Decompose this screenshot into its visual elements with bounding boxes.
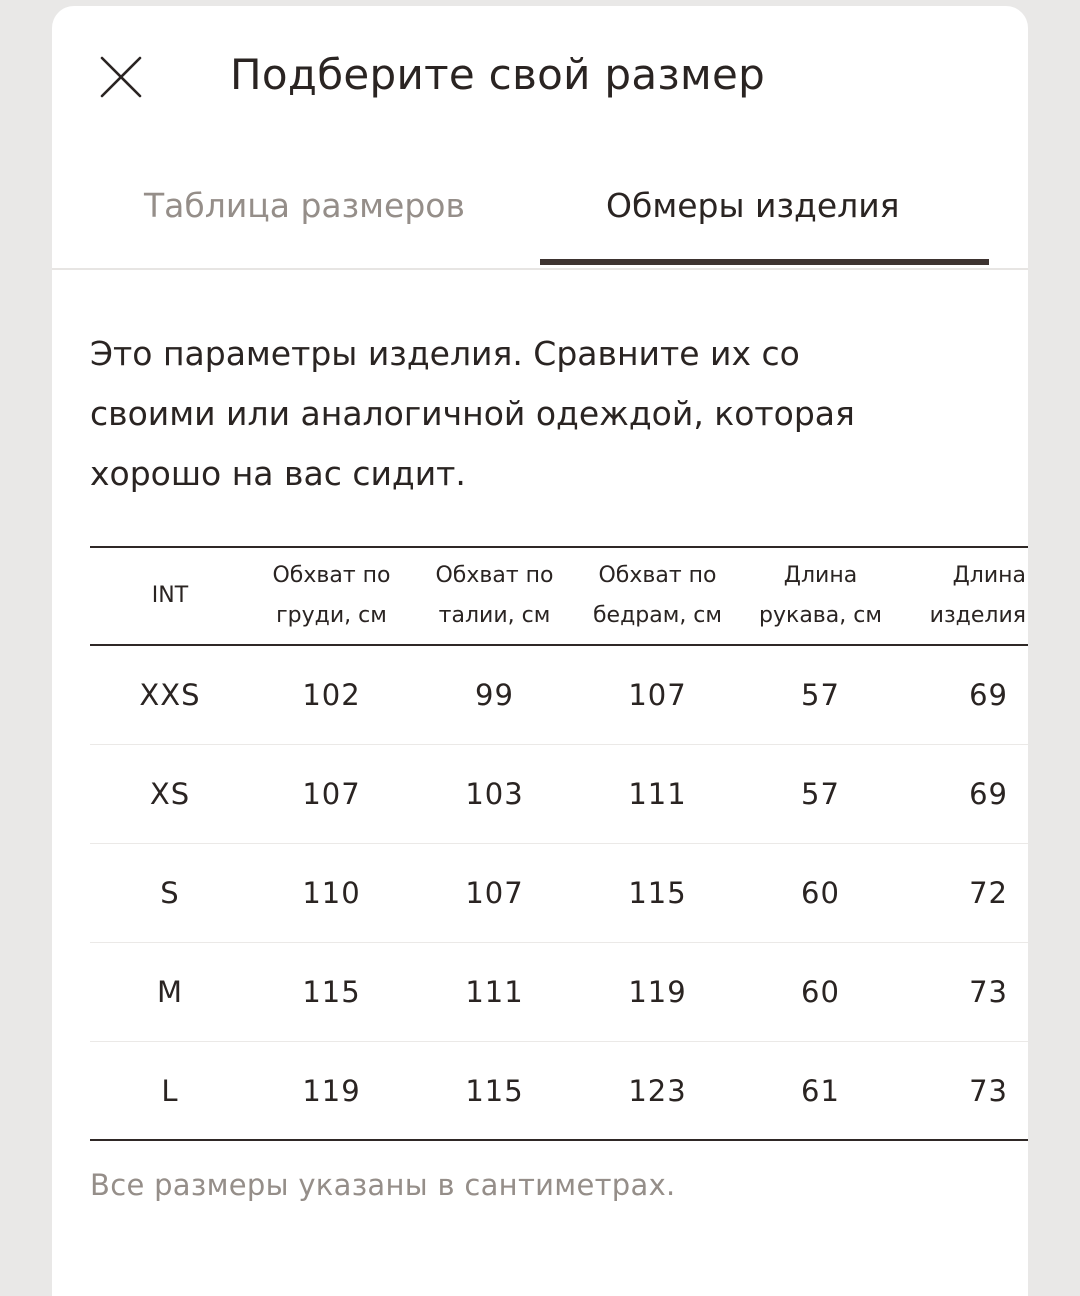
header-hips: Обхват по бедрам, см [592, 563, 723, 628]
cell-length: 73 [969, 1073, 1008, 1108]
cell-waist: 103 [465, 777, 524, 811]
cell-sleeve: 61 [801, 1073, 840, 1108]
description-line: Это параметры изделия. Сравните их со [90, 334, 800, 373]
table-row [90, 943, 1028, 1042]
table-row [90, 745, 1028, 844]
description [90, 324, 970, 504]
cell-waist: 111 [465, 975, 524, 1009]
header-sleeve-length: Длина рукава, см [759, 563, 882, 628]
table-row [90, 646, 1028, 745]
header-chest: Обхват по груди, см [272, 563, 391, 628]
cell-hips: 119 [628, 975, 687, 1009]
close-icon [96, 52, 146, 102]
measurements-table [90, 546, 1028, 1141]
cell-chest: 107 [302, 777, 361, 811]
active-tab-indicator [540, 259, 989, 265]
cell-waist: 107 [465, 876, 524, 910]
tab-bar [52, 156, 1028, 270]
cell-hips: 123 [628, 1073, 687, 1108]
close-button[interactable] [96, 52, 146, 102]
cell-chest: 115 [302, 975, 361, 1009]
header-garment-length: Длина изделия [929, 563, 1026, 628]
tab-garment-measurements[interactable]: Обмеры изделия [606, 186, 900, 225]
table-row [90, 1042, 1028, 1141]
cell-sleeve: 57 [801, 678, 840, 712]
cell-waist: 99 [475, 678, 514, 712]
cell-length: 69 [969, 777, 1008, 811]
description-line: хорошо на вас сидит. [90, 454, 466, 493]
tab-size-chart[interactable]: Таблица размеров [144, 186, 465, 225]
cell-size: S [160, 876, 180, 910]
units-note: Все размеры указаны в сантиметрах. [90, 1168, 676, 1202]
table-header [90, 548, 1028, 646]
cell-sleeve: 60 [801, 975, 840, 1009]
cell-sleeve: 60 [801, 876, 840, 910]
cell-size: XXS [139, 678, 201, 712]
cell-length: 72 [969, 876, 1008, 910]
cell-length: 73 [969, 975, 1008, 1009]
cell-size: XS [149, 777, 191, 811]
header-waist: Обхват по талии, см [435, 563, 554, 628]
size-guide-sheet [52, 6, 1028, 1296]
cell-waist: 115 [465, 1073, 524, 1108]
cell-hips: 107 [628, 678, 687, 712]
page-title: Подберите свой размер [230, 50, 766, 99]
cell-sleeve: 57 [801, 777, 840, 811]
cell-chest: 102 [302, 678, 361, 712]
table-row [90, 844, 1028, 943]
cell-hips: 111 [628, 777, 687, 811]
cell-length: 69 [969, 678, 1008, 712]
cell-chest: 110 [302, 876, 361, 910]
description-line: своими или аналогичной одеждой, которая [90, 394, 855, 433]
cell-size: L [161, 1073, 179, 1108]
cell-size: M [156, 975, 184, 1009]
cell-hips: 115 [628, 876, 687, 910]
cell-chest: 119 [302, 1073, 361, 1108]
header-int: INT [151, 583, 189, 608]
